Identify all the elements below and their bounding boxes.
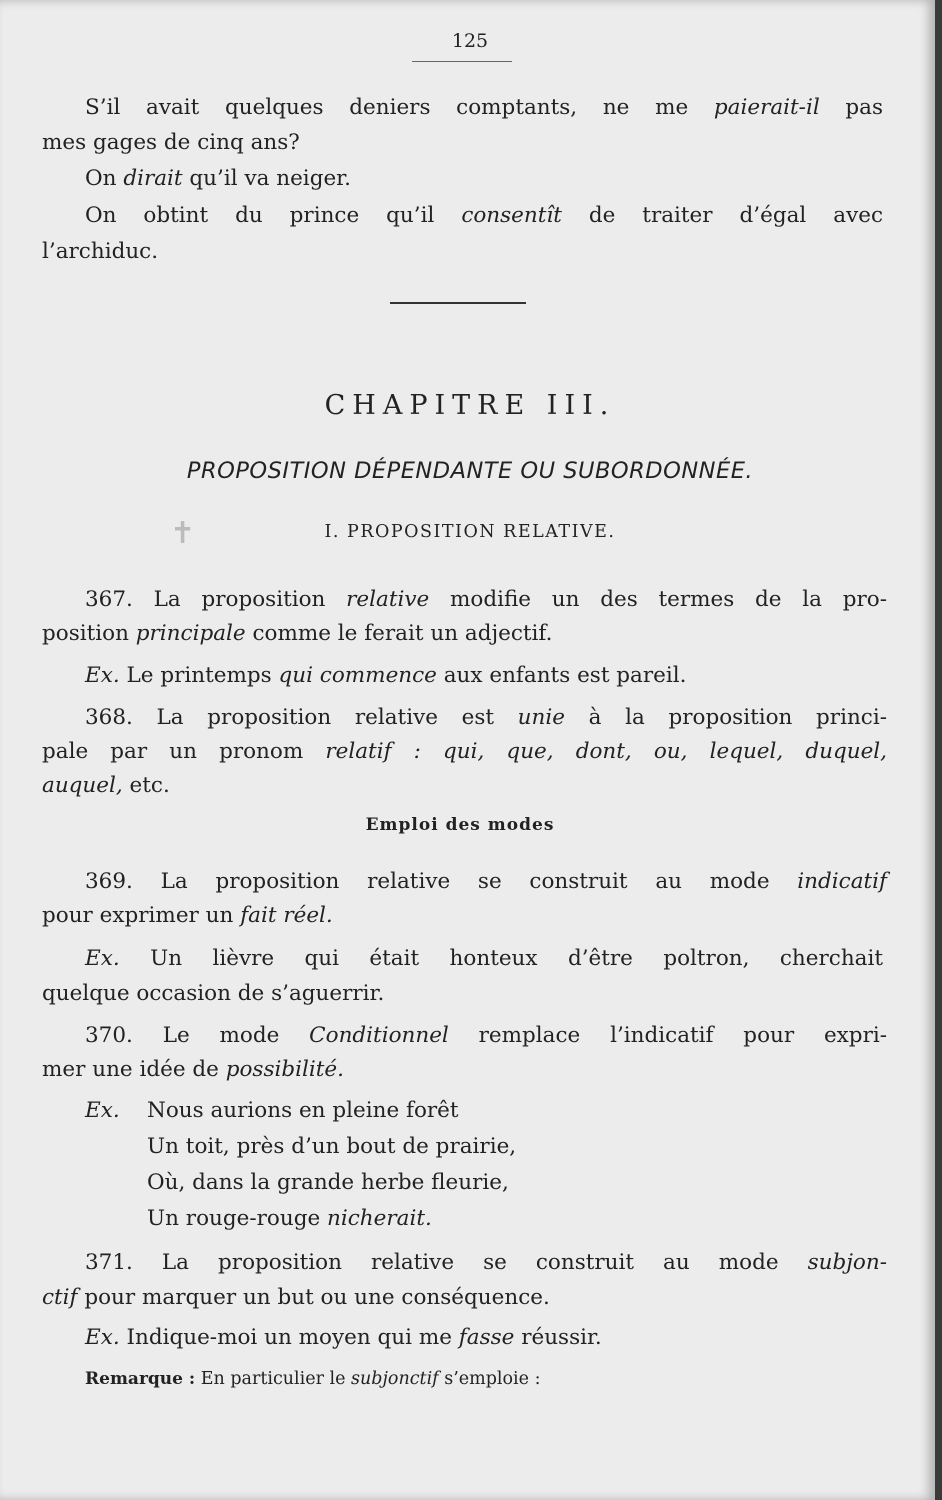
- verse-line-3: Où, dans la grande herbe fleurie,: [147, 1170, 509, 1195]
- section-separator: [390, 302, 526, 304]
- verse-line-4: Un rouge-rouge nicherait.: [147, 1206, 432, 1231]
- example-2-line-2: quelque occasion de s’aguerrir.: [42, 981, 385, 1006]
- para-367-line-2: position principale comme le ferait un adjectif.: [42, 621, 553, 646]
- section-title: I. PROPOSITION RELATIVE.: [324, 522, 616, 542]
- para-368-line-3: auquel, etc.: [42, 773, 170, 798]
- verse-line-2: Un toit, près d’un bout de prairie,: [147, 1134, 517, 1159]
- emploi-heading: Emploi des modes: [365, 815, 555, 835]
- intro-line-1: S’il avait quelques deniers comptants, ne me paierait-il pas: [85, 95, 884, 120]
- para-368-line-1: 368. La proposition relative est unie à la proposition princi-: [85, 705, 887, 730]
- para-367-line-1: 367. La proposition relative modifie un des termes de la pro-: [85, 587, 887, 612]
- intro-line-2: mes gages de cinq ans?: [42, 130, 300, 155]
- intro-line-3: On dirait qu’il va neiger.: [85, 166, 351, 191]
- example-4: Ex. Indique-moi un moyen qui me fasse réussir.: [85, 1325, 602, 1350]
- para-371-line-1: 371. La proposition relative se construit au mode subjon-: [85, 1250, 887, 1275]
- example-1: Ex. Le printemps qui commence aux enfants est pareil.: [85, 663, 687, 688]
- chapter-subtitle: PROPOSITION DÉPENDANTE OU SUBORDONNÉE.: [186, 458, 754, 484]
- remarque: Remarque : En particulier le subjonctif s’emploie :: [85, 1369, 541, 1389]
- chapter-title: CHAPITRE III.: [324, 390, 616, 421]
- verse-line-1: Nous aurions en pleine forêt: [147, 1098, 459, 1123]
- example-2-line-1: Ex. Un lièvre qui était honteux d’être poltron, cherchait: [85, 946, 883, 971]
- page-edge: [935, 0, 942, 1500]
- page-number-rule: [412, 61, 512, 62]
- para-369-line-1: 369. La proposition relative se construit au mode indicatif: [85, 869, 887, 894]
- pencil-mark: ✝: [170, 516, 196, 551]
- page-number: 125: [451, 30, 489, 52]
- intro-line-4: On obtint du prince qu’il consentît de traiter d’égal avec: [85, 203, 883, 228]
- para-369-line-2: pour exprimer un fait réel.: [42, 903, 333, 928]
- para-370-line-2: mer une idée de possibilité.: [42, 1057, 344, 1082]
- para-371-line-2: ctif pour marquer un but ou une conséquence.: [42, 1285, 550, 1310]
- intro-line-5: l’archiduc.: [42, 239, 159, 264]
- para-368-line-2: pale par un pronom relatif : qui, que, dont, ou, lequel, duquel,: [42, 739, 887, 764]
- para-370-line-1: 370. Le mode Conditionnel remplace l’indicatif pour expri-: [85, 1023, 887, 1048]
- example-3-label: Ex.: [85, 1098, 120, 1123]
